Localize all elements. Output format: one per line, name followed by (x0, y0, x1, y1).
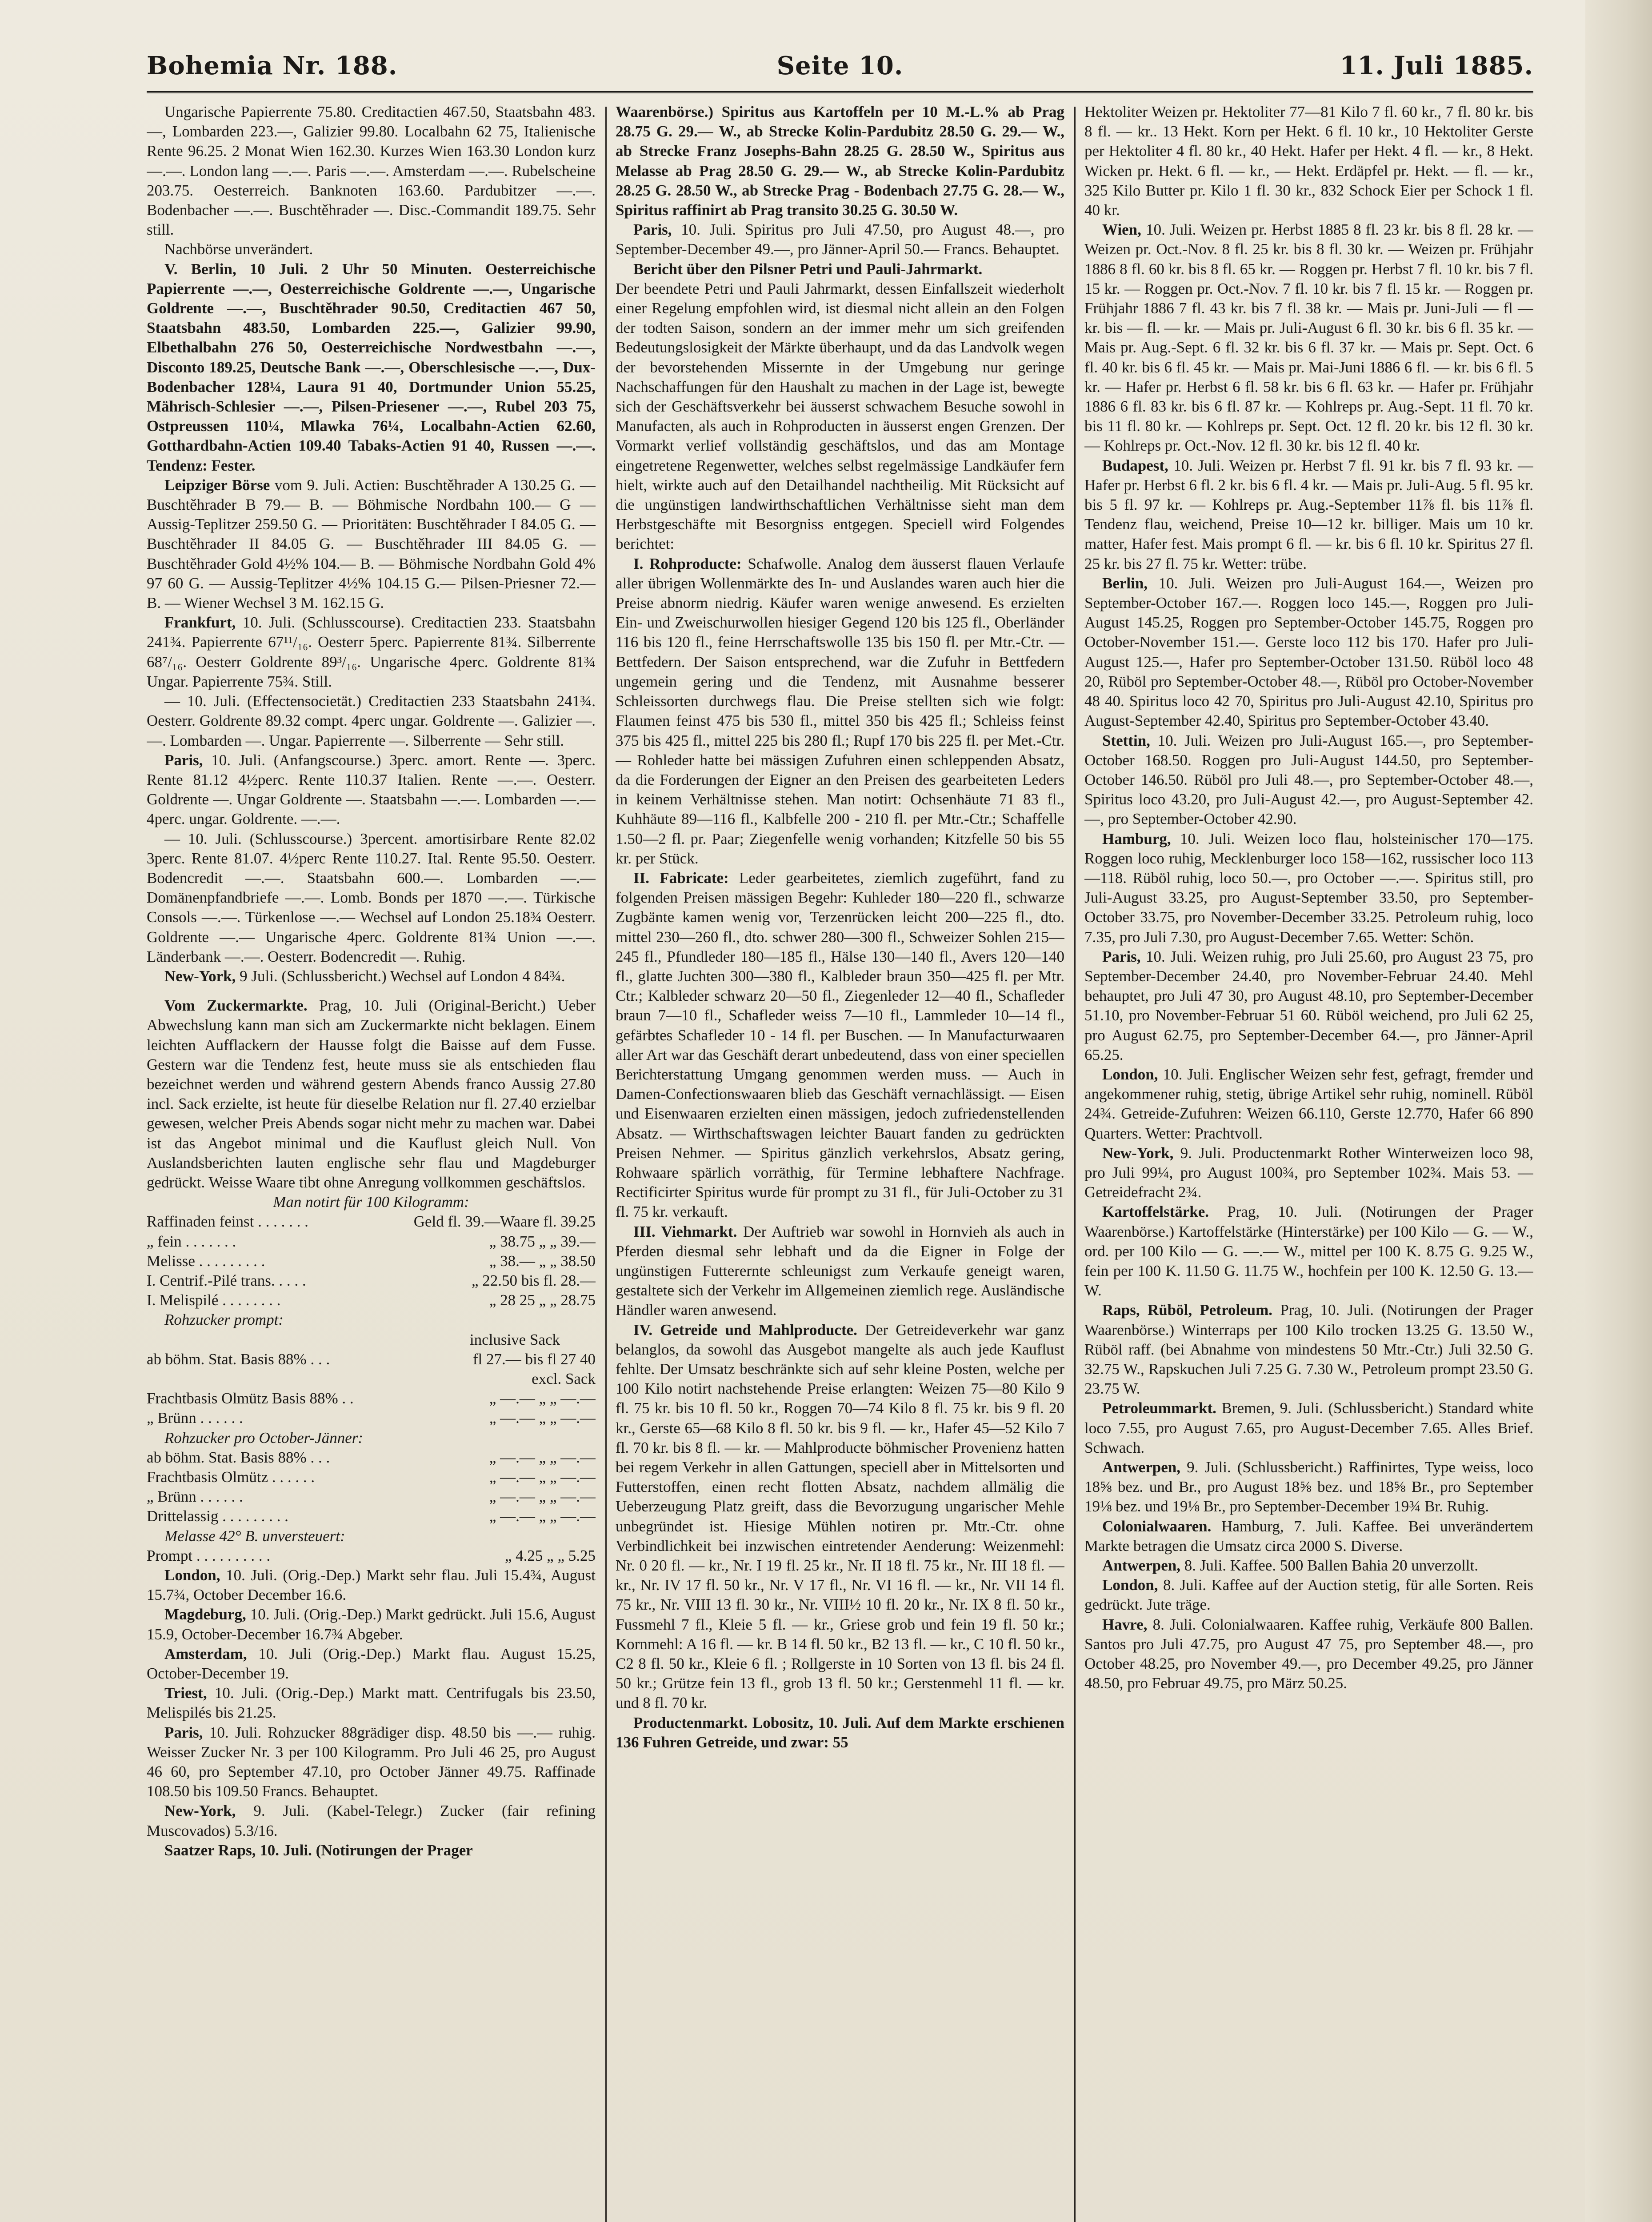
produce-market-report (616, 1713, 1064, 1752)
report-body: Der Getreideverkehr war ganz belanglos, da sowohl das Ausgebot mangelte als auch jede Kauflust fehlte. Der Umsatz beschränkte sich auf sehr kleine Posten, welche per 100 Kilo notirt nachstehende Preise erlangten: Weizen 75—80 Kilo 9 fl. 75 kr. bis 10 fl. 50 kr., Roggen 70—74 Kilo 8 fl. 75 kr. bis 9 fl. 20 kr., Gerste 65—68 Kilo 8 fl. 50 kr. bis 9 fl. — kr., Hafer 45—52 Kilo 7 fl. 70 kr. bis 8 fl. — kr. — Mahlproducte böhmischer Provenienz hatten bei regem Verkehr in allen Gattungen, speciell aber in Mittelsorten und Futterstoffen, einen recht flotten Absatz, nachdem allmälig die Ueberzeugung Platz greift, dass die Bevorzugung ungarischer Mehle unbegründet ist. Hiesige Mühlen notiren pr. Mtr.-Ctr. ohne Verbindlichkeit bei inzwischen eintretender Aenderung: Weizenmehl: Nr. 0 20 fl. — kr., Nr. I 19 fl. 25 kr., Nr. II 18 fl. 75 kr., Nr. III 18 fl. — kr., Nr. IV 17 fl. 50 kr., Nr. V 17 fl., Nr. VI 16 fl. — kr., Nr. VII 14 fl. 75 kr., Nr. VIII 13 fl. 30 kr., Nr. VIII½ 10 fl. 20 kr., Nr. IX 8 fl. 50 kr., Fussmehl 7 fl., Kleie 5 fl. — kr., Griese grob und fein 19 fl. 50 kr.; Kornmehl: A 16 fl. — kr. B 14 fl. 50 kr., B2 13 fl. — kr., C 10 fl. 50 kr., C2 8 fl. 50 kr., Kleie 6 fl. ; Rollgerste in 10 Sorten von 13 fl. bis 24 fl. 50 kr.; Grütze fein 13 fl., grob 13 fl. 50 kr.; Gerstenmehl 11 fl. — kr. und 8 fl. 70 kr. (616, 1321, 1064, 1712)
market-report-triest (147, 1683, 596, 1722)
report-lead: Wien, (1102, 221, 1141, 239)
report-lead: Vom Zuckermarkte. (164, 997, 308, 1015)
table-cell-label (147, 1369, 425, 1389)
report-lead: Paris, (164, 1723, 203, 1741)
table-cell-value: „ 4.25 „ „ 5.25 (504, 1547, 596, 1564)
cattle-market-section (616, 1222, 1064, 1320)
table-cell-label: I. Melispilé . . . . . . . . (147, 1291, 281, 1309)
report-body: Prag, 10. Juli. (Notirungen der Prager Waarenbörse.) Kartoffelstärke (Hinterstärke) per 100 Kilo — G. — W., ord. per 100 Kilo — G. —.— W., mittel per 100 K. 8.75 G. 9.25 W., fein per 100 K. 11.50 G. 11.75 W., hochfein per 100 K. 12.50 G. 13.— W. (1084, 1203, 1533, 1299)
masthead-date: 11. Juli 1885. (1340, 51, 1533, 80)
table-row (147, 1350, 596, 1369)
report-body: 10. Juli. Spiritus pro Juli 47.50, pro August 48.—, pro September-December 49.—, pro Jänner-April 50.— Francs. Behauptet. (616, 221, 1064, 258)
report-body: Oesterreichische Papierrente —.—, Oesterreichische Goldrente —.—, Ungarische Goldrente —.—, Buschtěhrader 90.50, Creditactien 467 50, Staatsbahn 483.50, Lombarden 225.—, Galizier 99.90, Elbethalbahn 276 50, Oesterreichische Nordwestbahn —.—, Disconto 189.25, Deutsche Bank —.—, Oberschlesische —.—, Dux-Bodenbacher 128¼, Laura 91 40, Dortmunder Union 55.25, Mährisch-Schlesier —.—, Pilsen-Priesener —.—, Rubel 203 75, Ostpreussen 110¼, Mlawka 76¼, Localbahn-Actien 62.60, Gotthardbahn-Actien 109.40 Tabaks-Actien 91 40, Russen —.—. Tendenz: Fester. (147, 260, 596, 474)
sugar-price-table (147, 1212, 596, 1310)
market-report-paris (1084, 947, 1533, 1065)
table-cell-value: „ —.— „ „ —.— (489, 1507, 596, 1525)
report-body: 10. Juli. Weizen pr. Herbst 1885 8 fl. 23 kr. bis 8 fl. 28 kr. — Weizen pr. Oct.-Nov. 8 fl. 25 kr. bis 8 fl. 30 kr. — Weizen pr. Frühjahr 1886 8 fl. 60 kr. bis 8 fl. 65 kr. — Roggen pr. Herbst 7 fl. 10 kr. bis 7 fl. 15 kr. — Roggen pr. Oct.-Nov. 7 fl. 10 kr. bis 7 fl. 15 kr. — Roggen pr. Frühjahr 1886 7 fl. 43 kr. bis 7 fl. 38 kr. — Mais pr. Juni-Juli — fl — kr. bis — fl. — kr. — Mais pr. Juli-August 6 fl. 30 kr. bis 6 fl. 35 kr. — Mais pr. Aug.-Sept. 6 fl. 32 kr. bis 6 fl. 37 kr. — Mais pr. Sept. Oct. 6 fl. 40 kr. bis 6 fl. 45 kr. — Mais pr. Mai-Juni 1886 6 fl. — kr. bis 6 fl. 5 kr. — Hafer pr. Herbst 6 fl. 58 kr. bis 6 fl. 63 kr. — Hafer pr. Frühjahr 1886 6 fl. 83 kr. bis 6 fl. 87 kr. — Kohlreps pr. Aug.-Sept. 11 fl. 70 kr. bis 11 fl. 80 kr. — Kohlreps pr. Sept. Oct. 12 fl. 20 kr. bis 12 fl. 30 kr. — Kohlreps pr. Oct.-Nov. 12 fl. 30 kr. bis 12 fl. 40 kr. (1084, 221, 1533, 455)
table-row (147, 1448, 596, 1467)
report-lead: Havre, (1102, 1615, 1148, 1633)
column-rule (1074, 107, 1076, 2222)
masthead-newspaper-issue: Bohemia Nr. 188. (147, 51, 398, 80)
report-lead: New-York, (164, 967, 236, 985)
potato-starch-report (1084, 1202, 1533, 1300)
market-report-berlin (1084, 574, 1533, 731)
market-report-london (1084, 1065, 1533, 1143)
market-report-newyork (147, 967, 596, 986)
report-lead: Raps, Rüböl, Petroleum. (1102, 1301, 1273, 1319)
table-cell-label: „ Brünn . . . . . . (147, 1488, 243, 1506)
report-body: Prag, 10. Juli. (Notirungen der Prager Waarenbörse.) Winterraps per 100 Kilo trocken 13.25 G. 13.50 W., Rüböl raff. (bei Abnahme von mindestens 50 Mtr.-Ctr.) Juli 32.50 G. 32.75 W., Rapskuchen Juli 7.25 G. 7.30 W., Petroleum prompt 23.50 G. 23.75 W. (1084, 1301, 1533, 1398)
table-cell-label: ab böhm. Stat. Basis 88% . . . (147, 1448, 330, 1466)
table-row (147, 1291, 596, 1310)
table-row (147, 1251, 596, 1271)
table-cell-label: Raffinaden feinst . . . . . . . (147, 1213, 308, 1231)
table-cell-value: „ —.— „ „ —.— (489, 1448, 596, 1466)
column-1 (147, 102, 596, 2222)
report-lead: New-York, (164, 1802, 236, 1820)
report-body: 8. Juli. Colonialwaaren. Kaffee ruhig, Verkäufe 800 Ballen. Santos pro Juli 47.75, pro August 47 75, pro September 48.—, pro October 48.25, pro November 49.—, pro December 49.25, pro Jänner 48.50, pro Februar 49.75, pro März 50.25. (1084, 1615, 1533, 1692)
fair-report-body: Der beendete Petri und Pauli Jahrmarkt, dessen Einfallszeit wiederholt einer Regelung empfohlen wird, ist diesmal nicht allein an den Folgen der todten Saison, sondern an der immer mehr um sich greifenden Bedeutungslosigkeit der Märkte überhaupt, und da das Landvolk wegen der bevorstehenden Missernte in der Umgebung nur geringe Nachschaffungen für den Haushalt zu machen in der Lage ist, bewegte sich der Geschäftsverkehr bei äusserst schwachem Besuche sowohl in Manufacten, als auch in Rohproducten in äusserst engen Grenzen. Der Vormarkt verlief vollständig geschäftslos, und das am Montage eingetretene Regenwetter, welches selbst regelmässige Landkäufer fern hielt, wirkte auch auf den Detailhandel nachtheilig. Mit Rücksicht auf die ungünstigen landwirthschaftlichen Verhältnisse sieht man dem Herbstgeschäfte mit Besorgniss entgegen. Speciell wird Folgendes berichtet: (616, 280, 1064, 553)
report-body: 10. Juli. Weizen loco flau, holsteinischer 170—175. Roggen loco ruhig, Mecklenburger loco 158—162, russischer loco 113—118. Rüböl ruhig, loco 50.—, pro October —.—. Spiritus still, pro Juli-August 33.25, pro August-September 33.50, pro September-October 33.75, pro November-December 33.25. Petroleum ruhig, loco 7.35, pro Juli 7.30, pro August-December 7.65. Wetter: Schön. (1084, 830, 1533, 946)
table-cell-value: „ 38.75 „ „ 39.— (489, 1232, 596, 1250)
report-lead: Budapest, (1102, 456, 1168, 474)
report-body: 10. Juli. Weizen pr. Herbst 7 fl. 91 kr. bis 7 fl. 93 kr. — Hafer pr. Herbst 6 fl. 2 kr. bis 6 fl. 4 kr. — Mais pr. Juli-Aug. 5 fl. 95 kr. bis 5 fl. 97 kr. — Kohlreps pr. Aug.-September 11⅞ fl. bis 11⅞ fl. Tendenz flau, weichend, Preise 10—12 kr. billiger. Mais um 10 kr. matter, Hafer fest. Mais prompt 6 fl. — kr. bis 6 fl. 10 kr. Spiritus 27 fl. 25 kr. bis 27 fl. 75 kr. Wetter: trübe. (1084, 456, 1533, 572)
report-body: 8. Juli. Kaffee. 500 Ballen Bahia 20 unverzollt. (1184, 1557, 1478, 1575)
report-lead: Hamburg, (1102, 830, 1171, 847)
masthead (147, 47, 1533, 96)
report-body: 10. Juli. Weizen ruhig, pro Juli 25.60, pro August 23 75, pro September-December 24.40, pro November-Februar 24.40. Mehl behauptet, pro Juli 47 30, pro August 48.10, pro September-December 51.10, pro November-Februar 51 60. Rüböl weichend, pro Juli 62 25, pro August 62.75, pro September-December 64.—, pro Jänner-April 65.25. (1084, 947, 1533, 1063)
raw-sugar-table (147, 1350, 596, 1428)
table-cell-value: „ —.— „ „ —.— (489, 1390, 596, 1407)
table-row (147, 1467, 596, 1487)
market-report-havre (1084, 1615, 1533, 1694)
molasses-table (147, 1546, 596, 1566)
report-lead: Paris, (633, 221, 672, 239)
report-lead: London, (164, 1567, 220, 1584)
market-report-newyork (147, 1801, 596, 1840)
report-body: 10. Juli. (Schlusscourse). Creditactien 233. Staatsbahn 241¾. Papierrente 67¹¹/₁₆. Oesterr 5perc. Papierrente 81¾. Silberrente 68⁷/₁₆. Oesterr Goldrente 89³/₁₆. Ungarische 4perc. Goldrente 81¾ Ungar. Papierrente 75¾. Still. (147, 614, 596, 690)
section-gap (147, 986, 596, 996)
table-cell-value: „ 38.— „ „ 38.50 (489, 1252, 596, 1270)
table-row (147, 1389, 596, 1408)
report-body: vom 9. Juli. Actien: Buschtěhrader A 130.25 G. — Buschtěhrader B 79.— B. — Böhmische Nordbahn 100.— G — Aussig-Teplitzer 259.50 G. — Prioritäten: Buschtěhrader I 84.05 G. — Buschtěhrader II 84.05 G. — Buschtěhrader III 84.05 G. — Buschtěhrader Gold 4½% 104.— B. — Böhmische Nordbahn Gold 4% 97 60 G. — Aussig-Teplitzer 4½% 104.15 G.— Pilsen-Priesner 72.— B. — Wiener Wechsel 3 M. 162.15 G. (147, 476, 596, 612)
market-report-budapest (1084, 456, 1533, 574)
report-lead: IV. Getreide und Mahlproducte. (633, 1321, 857, 1339)
market-report-hamburg (1084, 829, 1533, 947)
market-report: — 10. Juli. (Effectensocietät.) Creditactien 233 Staatsbahn 241¾. Oesterr. Goldrente 89.32 compt. 4perc ungar. Goldrente —. Galizier —.—. Lombarden —. Ungar. Papierrente —. Silberrente — Sehr still. (147, 692, 596, 749)
report-lead: III. Viehmarkt. (633, 1223, 737, 1240)
report-lead: II. Fabricate: (633, 869, 729, 887)
raw-sugar-forward-table (147, 1448, 596, 1527)
report-lead: London, (1102, 1576, 1158, 1594)
table-cell-value: „ —.— „ „ —.— (489, 1409, 596, 1427)
column-3 (1084, 102, 1533, 2222)
report-body: 9. Juli. (Schlussbericht.) Raffinirtes, Type weiss, loco 18⅝ bez. und Br., pro August 18⅝ bez. und 18⅝ Br., pro September 19⅛ bez. und 19⅛ Br., pro September-December 19¾ Br. Ruhig. (1084, 1459, 1533, 1515)
report-body: 10. Juli. Weizen pro Juli-August 165.—, pro September-October 168.50. Roggen pro Juli-August 144.50, pro September-October 146.50. Rüböl pro Juli 48.—, pro September-October 48.—, Spiritus loco 43.20, pro Juli-August 42.—, pro August-September 42.—, pro September-October 42.90. (1084, 731, 1533, 828)
report-lead: Stettin, (1102, 731, 1150, 749)
report-lead: Productenmarkt. (633, 1714, 748, 1731)
market-report-london (1084, 1575, 1533, 1615)
report-lead: Paris, (1102, 947, 1141, 965)
report-lead: New-York, (1102, 1144, 1174, 1162)
report-lead: Berlin, (1102, 574, 1148, 592)
market-report-wien (1084, 220, 1533, 456)
report-body: 10. Juli. Rohzucker 88grädiger disp. 48.50 bis —.— ruhig. Weisser Zucker Nr. 3 per 100 Kilogramm. Pro Juli 46 25, pro August 46 60, pro September 47.10, pro October Jänner 49.75. Raffinade 108.50 bis 109.50 Francs. Behauptet. (147, 1723, 596, 1800)
report-lead: V. Berlin, 10 Juli. 2 Uhr 50 Minuten. (164, 260, 472, 278)
market-report-newyork (1084, 1143, 1533, 1203)
report-lead: I. Rohproducte: (633, 555, 742, 572)
table-row (147, 1487, 596, 1507)
report-lead: London, (1102, 1065, 1158, 1083)
table-cell-label: Frachtbasis Olmütz . . . . . . (147, 1468, 315, 1486)
sugar-market-report (147, 996, 596, 1192)
table-cell-label: Drittelassig . . . . . . . . . (147, 1507, 288, 1525)
market-report-antwerpen (1084, 1556, 1533, 1575)
table-cell-value: „ —.— „ „ —.— (489, 1488, 596, 1506)
report-body: 10. Juli. (Anfangscourse.) 3perc. amort. Rente —. 3perc. Rente 81.12 4½perc. Rente 110.37 Italien. Rente —.—. Oesterr. Goldrente —. Ungar Goldrente —. Staatsbahn —.—. Lombarden —.— 4perc. ungar. Goldrente. —.—. (147, 751, 596, 828)
table-row (147, 1507, 596, 1526)
scanner-edge (1585, 0, 1652, 2222)
colonial-goods-report (1084, 1517, 1533, 1556)
produce-market-report: Hektoliter Weizen pr. Hektoliter 77—81 Kilo 7 fl. 60 kr., 7 fl. 80 kr. bis 8 fl. — kr.. 13 Hekt. Korn per Hekt. 6 fl. 10 kr., 10 Hektoliter Gerste per Hektoliter 4 fl. 80 kr., 40 Hekt. Hafer per Hekt. 4 fl. — kr., 8 Hekt. Wicken pr. Hekt. 6 fl. — kr., — Hekt. Erdäpfel pr. Hekt. — fl. — kr., 325 Kilo Butter pr. Kilo 1 fl. 30 kr., 832 Schock Eier per Schock 1 fl. 40 kr. (1084, 103, 1533, 219)
grain-section (616, 1320, 1064, 1713)
spirits-report: Waarenbörse.) Spiritus aus Kartoffeln per 10 M.-L.% ab Prag 28.75 G. 29.— W., ab Strecke Kolin-Pardubitz 28.50 G. 29.— W., ab Strecke Franz Josephs-Bahn 28.25 G. 28.50 W., Spiritus aus Melasse ab Prag 28.50 G. 29.— W., ab Strecke Kolin-Pardubitz 28.25 G. 28.50 W., ab Strecke Prag - Bodenbach 27.75 G. 28.— W., Spiritus raffinirt ab Prag transito 30.25 G. 30.50 W. (616, 103, 1064, 219)
market-report-paris (147, 1723, 596, 1802)
column-2 (616, 102, 1064, 2222)
table-cell-label: Frachtbasis Olmütz Basis 88% . . (147, 1390, 354, 1407)
market-report-frankfurt (147, 613, 596, 691)
table-cell-label: I. Centrif.-Pilé trans. . . . . (147, 1271, 306, 1289)
market-report: Ungarische Papierrente 75.80. Creditactien 467.50, Staatsbahn 483.—, Lombarden 223.—, Galizier 99.80. Localbahn 62 75, Italienische Rente 96.25. 2 Monat Wien 162.30. Kurzes Wien 163.30 London kurz —.—. London lang —.—. Paris —.—. Amsterdam —.—. Rubelscheine 203.75. Oesterreich. Banknoten 163.60. Pardubitzer —.—. Bodenbacher —.—. Buschtěhrader —. Disc.-Commandit 189.75. Sehr still. (147, 103, 596, 239)
masthead-page-number: Seite 10. (776, 51, 904, 80)
table-caption: Rohzucker pro October-Jänner: (164, 1429, 364, 1447)
table-caption: Rohzucker prompt: (164, 1311, 284, 1329)
table-cell-value: excl. Sack (532, 1370, 596, 1387)
report-lead: Antwerpen, (1102, 1459, 1180, 1476)
table-caption: Man notirt für 100 Kilogramm: (273, 1193, 469, 1211)
table-row (147, 1271, 596, 1291)
report-lead: Colonialwaaren. (1102, 1517, 1212, 1535)
report-lead: Frankfurt, (164, 614, 236, 631)
report-body: 10. Juli (Orig.-Dep.) Markt flau. August 15.25, October-December 19. (147, 1645, 596, 1682)
table-caption: Melasse 42° B. unversteuert: (164, 1527, 345, 1545)
market-report-berlin (147, 260, 596, 476)
manufactures-section (616, 868, 1064, 1222)
report-body: Prag, 10. Juli (Original-Bericht.) Ueber Abwechslung kann man sich am Zuckermarkte nicht beklagen. Einem leichten Aufflackern der Hausse folgt die Baisse auf dem Fusse. Gestern war die Tendenz fest, heute muss sie als entschieden flau bezeichnet werden und während gestern Abends franco Aussig 27.80 incl. Sack erzielte, ist heute für dieselbe Relation nur fl. 27.40 erzielbar gewesen, welcher Preis Abends sogar nicht mehr zu machen war. Dabei ist das Angebot minimal und die Kauflust gleich Null. Von Auslandsberichten lauten englische sehr flau und Magdeburger gedrückt. Weisse Waare tibt ohne Anregung vollkommen geschäftslos. (147, 997, 596, 1191)
report-body: 10. Juli. (Orig.-Dep.) Markt sehr flau. Juli 15.4¾, August 15.7¾, October December 16.6. (147, 1567, 596, 1604)
table-row (147, 1546, 596, 1566)
rapeseed-oil-report (1084, 1300, 1533, 1399)
table-cell-value: „ 22.50 bis fl. 28.— (471, 1271, 596, 1289)
market-report-magdeburg (147, 1605, 596, 1644)
fair-report-heading: Bericht über den Pilsner Petri und Pauli-Jahrmarkt. (633, 260, 983, 278)
report-body: Hamburg, 7. Juli. Kaffee. Bei unverändertem Markte betragen die Umsatz circa 2000 S. Diverse. (1084, 1517, 1533, 1555)
report-body: 9 Juli. (Schlussbericht.) Wechsel auf London 4 84¾. (240, 967, 565, 985)
table-cell-label: „ fein . . . . . . . (147, 1232, 236, 1250)
report-body: 10. Juli. Englischer Weizen sehr fest, gefragt, fremder und angekommener ruhig, stetig, übrige Artikel sehr ruhig, nominell. Rüböl 24¾. Getreide-Zufuhren: Weizen 66.110, Gerste 12.770, Hafer 66 890 Quarters. Wetter: Prachtvoll. (1084, 1065, 1533, 1142)
column-rule (605, 107, 607, 2222)
table-cell-value: „ 28 25 „ „ 28.75 (489, 1291, 596, 1309)
report-lead: Kartoffelstärke. (1102, 1203, 1209, 1221)
market-report: — 10. Juli. (Schlusscourse.) 3percent. amortisirbare Rente 82.02 3perc. Rente 81.07. 4½perc Rente 110.27. Ital. Rente 95.50. Oesterr. Bodencredit —.—. Staatsbahn 600.—. Lombarden —.— Domänenpfandbriefe —.—. Lomb. Bonds per 1870 —.—. Türkische Consols —.—. Türkenlose —.— Wechsel auf London 25.18¾ Oesterr. Goldrente —.— Ungarische 4perc. Goldrente 81¾ Union —.—. Länderbank —.—. Oesterr. Bodencredit —. Ruhig. (147, 830, 596, 965)
columns (147, 102, 1533, 2222)
report-body: Bremen, 9. Juli. (Schlussbericht.) Standard white loco 7.55, pro August 7.65, pro August-December 7.65. Alles Brief. Schwach. (1084, 1399, 1533, 1456)
report-lead: Petroleummarkt. (1102, 1399, 1216, 1417)
report-body: 10. Juli. Weizen pro Juli-August 164.—, Weizen pro September-October 167.—. Roggen loco 145.—, Roggen pro Juli-August 145.25, Roggen pro September-October 145.75, Roggen pro October-November 151.—. Gerste loco 112 bis 170. Hafer pro Juli-August 125.—, Hafer pro September-October 131.50. Rüböl loco 48 20, Rüböl pro September-October 48.—, Rüböl pro October-November 48 40. Spiritus loco 42 70, Spiritus pro Juli-August 42.10, Spiritus pro August-September 42.40, Spiritus pro September-October 43.40. (1084, 574, 1533, 730)
report-body: Lobositz, 10. Juli. Auf dem Markte erschienen 136 Fuhren Getreide, und zwar: 55 (616, 1714, 1064, 1751)
table-row (147, 1408, 596, 1428)
table-row (147, 1212, 596, 1231)
market-report-antwerpen (1084, 1458, 1533, 1517)
report-body: Schafwolle. Analog dem äusserst flauen Verlaufe aller übrigen Wollenmärkte des In- und Auslandes waren auch hier die Preise abnorm niedrig. Käufer waren wenige anwesend. Es erzielten Ein- und Zweischurwollen hiesiger Gegend 120 bis 125 fl., Oberländer 116 bis 120 fl., feine Herrschaftswolle 135 bis 150 fl. per Mtr.-Ctr. — Bettfedern. Der Saison entsprechend, war die Zufuhr in Bettfedern ungemein gering und die Tendenz, mit Ausnahme besserer Schleissorten durchwegs flau. Die Preise stellten sich wie folgt: Flaumen feinst 475 bis 530 fl., mittel 350 bis 425 fl.; Schleiss feinst 375 bis 425 fl., mittel 225 bis 280 fl.; Rupf 170 bis 225 fl. per Met.-Ctr. — Rohleder hatte bei mässigen Zufuhren einen schleppenden Absatz, da die Forderungen der Eigner an den Preisen des gearbeiteten Leders in keinem Verhältnisse stehen. Man notirt: Ochsenhäute 71 83 fl., Kuhhäute 89—116 fl., Kalbfelle 200 - 210 fl. per Mtr.-Ctr.; Schaffelle 1.50—2 fl. pr. Paar; Ziegenfelle wenig vorhanden; Kitzfelle 50 bis 55 kr. per Stück. (616, 555, 1064, 867)
report-body: 9. Juli. (Kabel-Telegr.) Zucker (fair refining Muscovados) 5.3/16. (147, 1802, 596, 1839)
table-cell-value: fl 27.— bis fl 27 40 (472, 1350, 596, 1368)
report-body: 10. Juli. (Orig.-Dep.) Markt matt. Centrifugals bis 23.50, Melispilés bis 21.25. (147, 1684, 596, 1722)
market-report: Nachbörse unverändert. (164, 240, 313, 258)
petroleum-report (1084, 1399, 1533, 1458)
report-body: 9. Juli. Productenmarkt Rother Winterweizen loco 98, pro Juli 99¼, pro August 100¾, pro September 102¾. Mais 53. — Getreidefracht 2¾. (1084, 1144, 1533, 1201)
raw-products-section (616, 554, 1064, 868)
market-report-london (147, 1566, 596, 1605)
report-lead: Paris, (164, 751, 203, 769)
report-body: 10. Juli. (Orig.-Dep.) Markt gedrückt. Juli 15.6, August 15.9, October-December 16.7¾ Abgeber. (147, 1606, 596, 1643)
market-report: Saatzer Raps, 10. Juli. (Notirungen der Prager (164, 1841, 473, 1859)
report-lead: Magdeburg, (164, 1606, 246, 1623)
report-body: Der Auftrieb war sowohl in Hornvieh als auch in Pferden diesmal sehr lebhaft und da die Eigner in Folge der ungünstigen Futterernte schleunigst zum Verkaufe geneigt waren, gestaltete sich der Verkehr im Allgemeinen ziemlich rege. Ausländische Händler waren anwesend. (616, 1223, 1064, 1319)
table-cell-label: Prompt . . . . . . . . . . (147, 1547, 271, 1564)
report-lead: Antwerpen, (1102, 1557, 1180, 1575)
table-cell-value: „ —.— „ „ —.— (489, 1468, 596, 1486)
market-report-paris (616, 220, 1064, 259)
table-row (147, 1369, 596, 1389)
market-report-leipzig (147, 476, 596, 613)
table-cell-label: ab böhm. Stat. Basis 88% . . . (147, 1350, 330, 1368)
table-cell-label: „ Brünn . . . . . . (147, 1409, 243, 1427)
table-note: inclusive Sack (469, 1331, 560, 1348)
market-report-stettin (1084, 731, 1533, 829)
report-lead: Amsterdam, (164, 1645, 247, 1663)
masthead-rule (147, 91, 1533, 93)
table-cell-value: Geld fl. 39.—Waare fl. 39.25 (413, 1213, 596, 1231)
report-lead: Triest, (164, 1684, 207, 1702)
market-report-amsterdam (147, 1644, 596, 1683)
market-report-paris (147, 751, 596, 829)
report-body: 8. Juli. Kaffee auf der Auction stetig, für alle Sorten. Reis gedrückt. Jute träge. (1084, 1576, 1533, 1614)
report-body: Leder gearbeitetes, ziemlich zugeführt, fand zu folgenden Preisen mässigen Begehr: Kuhleder 180—220 fl., schwarze Zugbänte kamen wenig vor, Terzenrücken leicht 200—225 fl., dto. mittel 230—260 fl., dto. schwer 280—300 fl., Schweizer Sohlen 215—245 fl., Pfundleder 180—185 fl., Hälse 130—140 fl., Avers 120—140 fl., glatte Juchten 300—380 fl., Kalbleder braun 350—425 fl. per Mtr. Ctr.; Kalbleder schwarz 20—50 fl., Ziegenleder 12—40 fl., Schafleder braun 7—10 fl., Schafleder weiss 7—10 fl., Lammleder 10—14 fl., gefärbtes Schafleder 10 - 14 fl. per Buschen. — In Manufacturwaaren aller Art war das Geschäft derart unbedeutend, dass von einer speciellen Berichterstattung Umgang genommen werden muss. — Auch in Damen-Confectionswaaren blieb das Geschäft vernachlässigt. — Eisen und Eisenwaaren erzielten einen mässigen, jedoch zufriedenstellenden Absatz. — Wirthschaftswagen leichter Bauart fanden zu gedrückten Preisen Nehmer. — Spiritus gänzlich verkehrslos, Absatz gering, Rohwaare spärlich vorräthig, für Termine lebhaftere Nachfrage. Rectificirter Spiritus wurde für prompt zu 31 fl., für Juli-October zu 31 fl. 75 kr. verkauft. (616, 869, 1064, 1221)
table-cell-label: Melisse . . . . . . . . . (147, 1252, 265, 1270)
table-row (147, 1232, 596, 1251)
report-lead: Leipziger Börse (164, 476, 270, 494)
